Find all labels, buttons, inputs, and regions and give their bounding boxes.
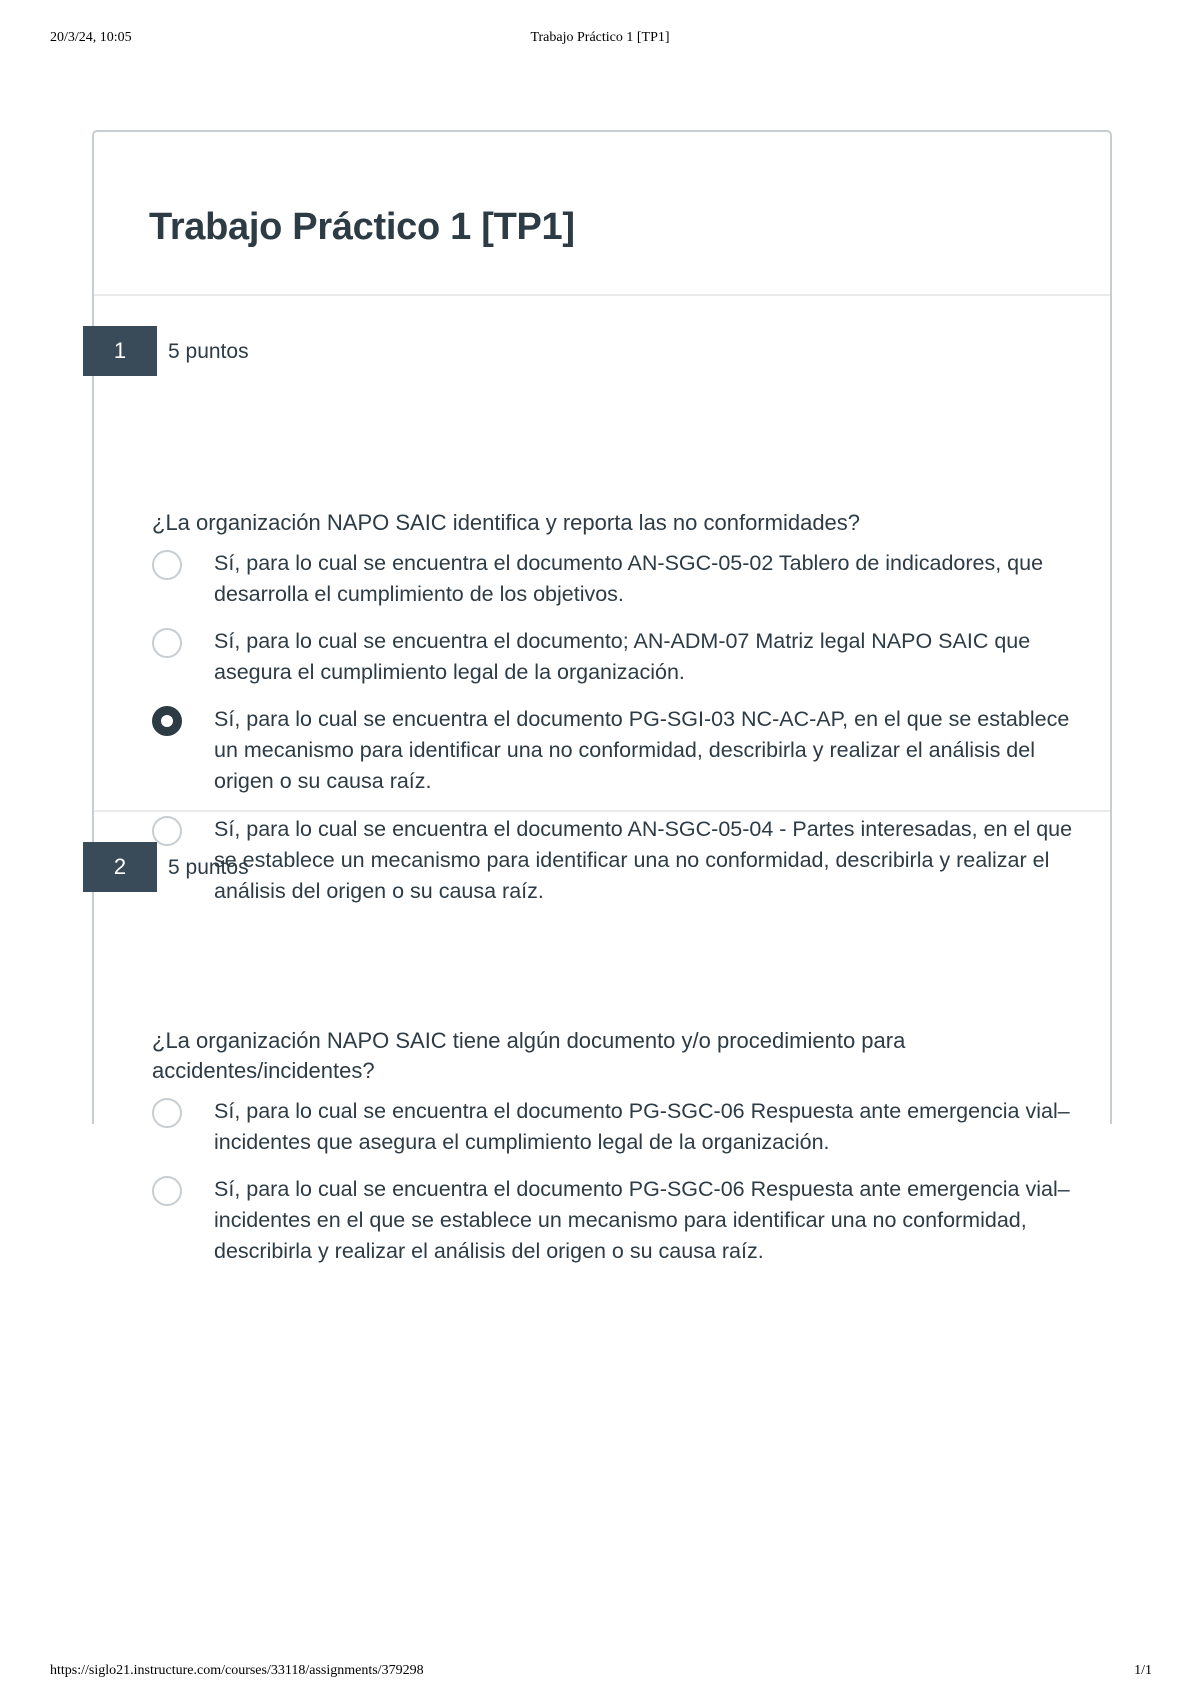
print-url: https://siglo21.instructure.com/courses/33118/assignments/379298 xyxy=(50,1663,424,1678)
radio-checked-icon[interactable] xyxy=(152,706,182,736)
print-page-count: 1/1 xyxy=(1134,1663,1152,1678)
print-page-title: Trabajo Práctico 1 [TP1] xyxy=(530,30,670,45)
answer-label: Sí, para lo cual se encuentra el documento PG-SGI-03 NC-AC-AP, en el que se establece un mecanismo para identificar una no conformidad, describirla y realizar el análisis del origen o su causa raíz. xyxy=(214,707,1070,793)
question-1-text: ¿La organización NAPO SAIC identifica y reporta las no conformidades? xyxy=(152,510,861,535)
question-2-text: ¿La organización NAPO SAIC tiene algún documento y/o procedimiento para accidentes/incidentes? xyxy=(152,1028,906,1083)
radio-unchecked-icon[interactable] xyxy=(152,1098,182,1128)
radio-unchecked-icon[interactable] xyxy=(152,550,182,580)
print-header xyxy=(0,30,1200,50)
question-2-number-badge: 2 xyxy=(83,842,157,892)
answer-label: Sí, para lo cual se encuentra el documento; AN-ADM-07 Matriz legal NAPO SAIC que asegura el cumplimiento legal de la organización. xyxy=(214,629,1031,684)
print-footer xyxy=(0,1663,1200,1683)
question-1-points: 5 puntos xyxy=(168,340,249,363)
radio-unchecked-icon[interactable] xyxy=(152,628,182,658)
answer-label: Sí, para lo cual se encuentra el documento AN-SGC-05-02 Tablero de indicadores, que desarrolla el cumplimiento de los objetivos. xyxy=(214,551,1044,606)
question-1-number-badge: 1 xyxy=(83,326,157,376)
title-divider xyxy=(94,294,1110,296)
quiz-card xyxy=(92,130,1112,1263)
question-2-points: 5 puntos xyxy=(168,856,249,879)
answer-label: Sí, para lo cual se encuentra el documento PG-SGC-06 Respuesta ante emergencia vial–incidentes que asegura el cumplimiento legal de la organización. xyxy=(214,1099,1070,1154)
print-datetime: 20/3/24, 10:05 xyxy=(50,30,132,45)
radio-unchecked-icon[interactable] xyxy=(152,1176,182,1206)
answer-label: Sí, para lo cual se encuentra el documento AN-SGC-05-04 - Partes interesadas, en el que se establece un mecanismo para identificar una no conformidad, describirla y realizar el análisis del origen o su causa raíz. xyxy=(214,817,1073,903)
answer-label: Sí, para lo cual se encuentra el documento PG-SGC-06 Respuesta ante emergencia vial–incidentes en el que se establece un mecanismo para identificar una no conformidad, describirla y realizar el análisis del origen o su causa raíz. xyxy=(214,1177,1070,1263)
question-divider xyxy=(94,810,1110,812)
page-title: Trabajo Práctico 1 [TP1] xyxy=(149,206,575,248)
